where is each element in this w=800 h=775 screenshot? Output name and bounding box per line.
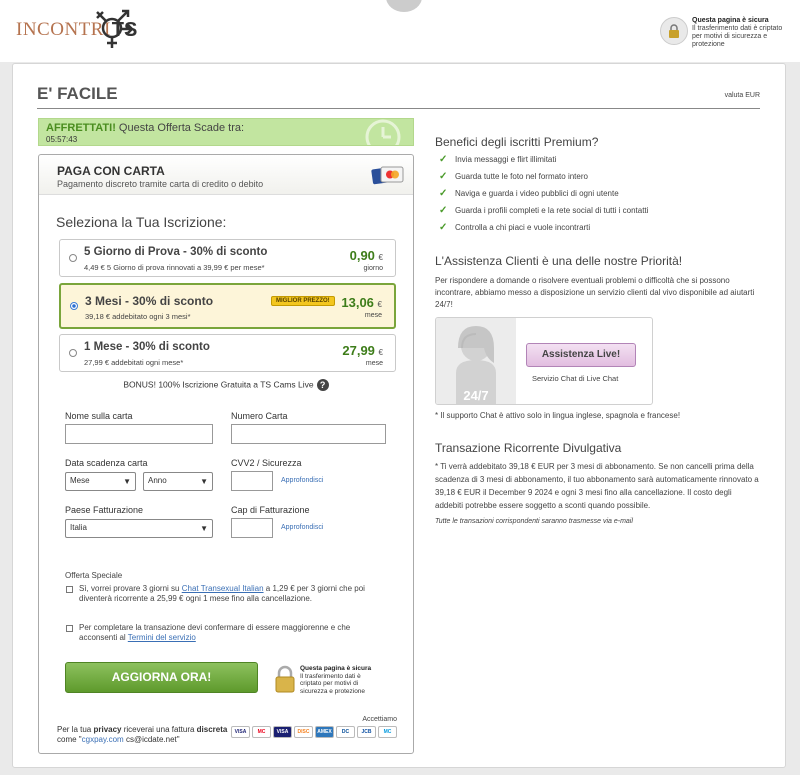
country-select[interactable]	[65, 519, 213, 538]
clock-icon	[363, 118, 403, 146]
plan-price-value: 13,06	[341, 295, 374, 310]
terms-checkbox[interactable]	[66, 625, 73, 632]
privacy-notice	[57, 725, 257, 745]
plan-radio[interactable]	[69, 254, 77, 262]
chevron-down-icon: ▼	[200, 524, 208, 533]
recurring-title: Transazione Ricorrente Divulgativa	[435, 441, 622, 455]
main-container	[12, 63, 786, 768]
benefit-text: Invia messaggi e flirt illimitati	[455, 155, 557, 164]
benefits-list	[439, 151, 648, 236]
benefit-text: Naviga e guarda i video pubblici di ogni utente	[455, 189, 619, 198]
card-number-label: Numero Carta	[231, 411, 288, 421]
bonus-text	[39, 379, 413, 391]
plan-desc: 4,49 € 5 Giorno di prova rinnovati a 39,99 € per mese*	[84, 263, 265, 272]
benefit-text: Guarda tutte le foto nel formato intero	[455, 172, 588, 181]
plan-name: 1 Mese - 30% di sconto	[84, 341, 210, 353]
recurring-text: * Ti verrà addebitato 39,18 € EUR per 3 mesi di abbonamento. Se non cancelli prima della scadenza di 3 mesi di abbonamento, il tuo abbonamento sarà automaticamente rinnovato a 39,18 € EUR il December 9 2024 e ogni 3 mesi fino alla cancellazione. Il costo degli addebiti potrebbe essere soggetto a sconti quando possibile.	[435, 462, 759, 510]
benefit-item	[439, 185, 648, 202]
check-icon: ✓	[439, 154, 448, 165]
timer-label-bold: AFFRETTATI!	[46, 122, 116, 134]
logo-ts-text: TS	[111, 18, 138, 41]
top-decor-circle	[386, 0, 422, 12]
payment-card	[38, 154, 414, 754]
expiry-month-value: Mese	[70, 476, 90, 485]
plan-name: 3 Mesi - 30% di sconto	[85, 294, 214, 308]
expiry-year-value: Anno	[148, 476, 167, 485]
expiry-label: Data scadenza carta	[65, 458, 148, 468]
maestro-icon: MC	[378, 726, 397, 738]
headset-agent-icon	[436, 318, 516, 405]
plan-price-currency: €	[378, 348, 383, 357]
expiry-month-select[interactable]	[65, 472, 136, 491]
terms-text	[79, 623, 369, 643]
plan-option-1-month[interactable]	[59, 334, 396, 372]
secure-top-title: Questa pagina è sicura	[692, 17, 769, 24]
secure-badge-top	[660, 17, 790, 49]
check-icon: ✓	[439, 222, 448, 233]
plan-price	[341, 295, 382, 310]
plan-price-value: 27,99	[342, 343, 375, 358]
plan-price-currency: €	[378, 253, 383, 262]
expiry-year-select[interactable]	[143, 472, 213, 491]
card-name-input[interactable]	[65, 424, 213, 444]
special-offer-text	[79, 584, 369, 604]
title-divider	[37, 108, 760, 109]
zip-info-link[interactable]: Approfondisci	[281, 524, 324, 531]
recurring-note: Tutte le transazioni corrispondenti saranno trasmesse via e-mail	[435, 518, 633, 525]
offer-timer	[38, 118, 414, 146]
benefit-item	[439, 168, 648, 185]
chevron-down-icon: ▼	[123, 477, 131, 486]
best-price-badge: MIGLIOR PREZZO!	[271, 296, 335, 306]
cvv-input[interactable]	[231, 471, 273, 491]
visa-icon: VISA	[231, 726, 250, 738]
top-bar	[0, 0, 800, 62]
special-offer-checkbox[interactable]	[66, 586, 73, 593]
plan-unit: mese	[365, 360, 383, 367]
offer-text-a: Sì, vorrei provare 3 giorni su	[79, 584, 182, 593]
live-chat-subtitle: Servizio Chat di Live Chat	[532, 374, 619, 383]
privacy-c: riceverai una fattura	[121, 725, 197, 734]
card-number-input[interactable]	[231, 424, 386, 444]
site-logo[interactable]	[16, 10, 137, 50]
plan-radio[interactable]	[69, 349, 77, 357]
benefit-text: Controlla a chi piaci e vuole incontrarti	[455, 223, 591, 232]
plan-unit: mese	[364, 312, 382, 319]
currency-label: valuta EUR	[724, 92, 760, 99]
plan-price	[342, 343, 383, 358]
chevron-down-icon: ▼	[200, 477, 208, 486]
support-note: * Il supporto Chat è attivo solo in lingua inglese, spagnola e francese!	[435, 411, 681, 420]
country-label: Paese Fatturazione	[65, 505, 144, 515]
secure-top-desc: Il trasferimento dati è criptato per motivi di sicurezza e protezione	[692, 25, 783, 48]
plan-name: 5 Giorno di Prova - 30% di sconto	[84, 246, 268, 258]
timer-label-text: Questa Offerta Scade tra:	[115, 122, 245, 134]
privacy-e: come "	[57, 735, 82, 744]
secure-card-title: Questa pagina è sicura	[300, 665, 372, 672]
cvv-info-link[interactable]: Approfondisci	[281, 477, 324, 484]
accepted-cards-label: Accettiamo	[362, 716, 397, 723]
privacy-f: cgxpay.com	[81, 735, 124, 744]
mastercard-icon: MC	[252, 726, 271, 738]
card-header	[39, 155, 413, 195]
jcb-icon: JCB	[357, 726, 376, 738]
privacy-d: discreta	[196, 725, 228, 734]
privacy-g: cs@icdate.net	[123, 735, 177, 744]
support-text: Per rispondere a domande o risolvere eventuali problemi o difficoltà che si possono incontrare, abbiamo messo a disposizione un servizio clienti dal vivo disponibile ad aiutarti 24/7!	[435, 276, 755, 309]
card-subtitle: Pagamento discreto tramite carta di credito o debito	[57, 179, 264, 189]
terms-link[interactable]: Termini del servizio	[127, 633, 196, 642]
plan-desc: 39,18 € addebitato ogni 3 mesi*	[85, 312, 191, 321]
card-title: PAGA CON CARTA	[57, 164, 165, 178]
country-value: Italia	[70, 523, 87, 532]
logo-text: INCONTRI	[16, 19, 111, 40]
check-icon: ✓	[439, 188, 448, 199]
page-title: E' FACILE	[37, 84, 118, 103]
cvv-label: CVV2 / Sicurezza	[231, 458, 302, 468]
accepted-cards	[231, 726, 397, 738]
benefit-item	[439, 151, 648, 168]
plan-price-currency: €	[377, 300, 382, 309]
secure-top-text	[692, 17, 790, 49]
live-assistance-button[interactable]: Assistenza Live!	[526, 343, 636, 367]
benefit-item	[439, 202, 648, 219]
special-offer-title: Offerta Speciale	[65, 571, 123, 580]
privacy-h: "	[176, 735, 180, 744]
update-now-button[interactable]: AGGIORNA ORA!	[65, 662, 258, 693]
terms-text-main: Per completare la transazione devi confermare di essere maggiorenne e che acconsenti al	[79, 623, 351, 642]
secure-card-desc: Il trasferimento dati è criptato per motivi di sicurezza e protezione	[300, 672, 366, 695]
plan-option-3-months[interactable]	[59, 283, 396, 329]
timer-label	[46, 122, 244, 134]
secure-badge-card	[274, 665, 380, 695]
visa-electron-icon: VISA	[273, 726, 292, 738]
diners-icon: DC	[336, 726, 355, 738]
check-icon: ✓	[439, 205, 448, 216]
bonus-label: BONUS! 100% Iscrizione Gratuita a TS Cams Live	[123, 379, 314, 390]
plan-price	[350, 248, 383, 263]
benefits-title: Benefici degli iscritti Premium?	[435, 135, 599, 149]
credit-card-icon	[371, 165, 405, 185]
agent-24-7-label: 24/7	[463, 388, 489, 403]
plan-unit: giorno	[363, 265, 383, 272]
check-icon: ✓	[439, 171, 448, 182]
support-agent-image	[436, 318, 516, 405]
lock-icon	[660, 17, 688, 45]
privacy-a: Per la tua	[57, 725, 94, 734]
zip-label: Cap di Fatturazione	[231, 505, 310, 515]
plan-radio[interactable]	[70, 302, 78, 310]
timer-countdown: 05:57:43	[46, 135, 78, 144]
gender-symbols-icon	[82, 6, 142, 56]
benefit-text: Guarda i profili completi e la rete social di tutti i contatti	[455, 206, 649, 215]
discover-icon: DISC	[294, 726, 313, 738]
plan-option-trial[interactable]	[59, 239, 396, 277]
chat-transexual-link[interactable]: Chat Transexual Italian	[181, 584, 264, 593]
zip-input[interactable]	[231, 518, 273, 538]
padlock-icon	[274, 665, 296, 693]
live-support-box	[435, 317, 653, 405]
plan-desc: 27,99 € addebitati ogni mese*	[84, 358, 184, 367]
card-name-label: Nome sulla carta	[65, 411, 133, 421]
benefit-item	[439, 219, 648, 236]
offer-text-b: a 1,29 € per 3 giorni che poi diventerà ricorrente a 25,99 € ogni 1 mese fino alla cancellazione.	[79, 584, 365, 603]
select-subscription-title: Seleziona la Tua Iscrizione:	[56, 214, 227, 230]
secure-card-text	[300, 665, 380, 695]
help-icon[interactable]: ?	[317, 379, 329, 391]
amex-icon: AMEX	[315, 726, 334, 738]
plan-price-value: 0,90	[349, 248, 375, 263]
privacy-b: privacy	[93, 725, 122, 734]
support-title: L'Assistenza Clienti è una delle nostre Priorità!	[435, 254, 683, 268]
